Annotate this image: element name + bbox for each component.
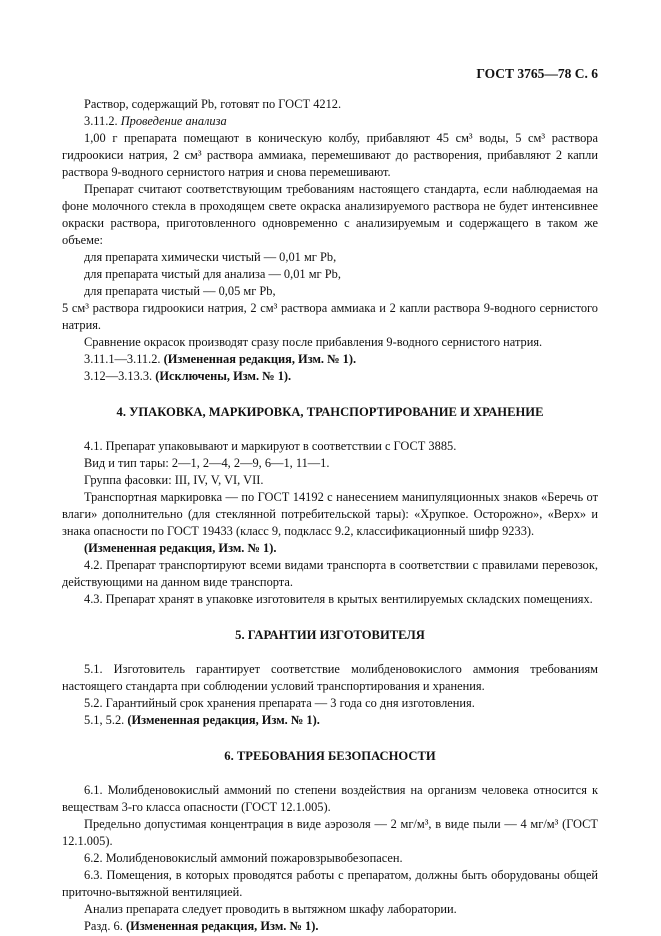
paragraph: 6.3. Помещения, в которых проводятся работы с препаратом, должны быть оборудованы общей приточно-вытяжной вентиляцией. — [62, 868, 598, 899]
paragraph: 6.2. Молибденовокислый аммоний пожаровзрывобезопасен. — [84, 851, 403, 865]
paragraph: 5.2. Гарантийный срок хранения препарата — 3 года со дня изготовления. — [84, 696, 475, 710]
amendment-note: (Измененная редакция, Изм. № 1). — [127, 713, 320, 727]
paragraph: для препарата химически чистый — 0,01 мг Pb, — [84, 250, 337, 264]
clause-number: 3.12—3.13.3. — [84, 369, 156, 383]
amendment-note: (Исключены, Изм. № 1). — [155, 369, 292, 383]
paragraph: 4.3. Препарат хранят в упаковке изготовителя в крытых вентилируемых складских помещениях. — [84, 592, 593, 606]
clause-number: 3.11.2. — [84, 114, 121, 128]
paragraph — [62, 113, 598, 130]
paragraph: 4.2. Препарат транспортируют всеми видами транспорта в соответствии с правилами перевозок, действующими на данном виде транспорта. — [62, 558, 598, 589]
paragraph — [62, 351, 598, 368]
paragraph: Вид и тип тары: 2—1, 2—4, 2—9, 6—1, 11—1. — [84, 456, 330, 470]
paragraph: 5 см³ раствора гидроокиси натрия, 2 см³ раствора аммиака и 2 капли раствора 9-водного сернистого натрия. — [62, 301, 598, 332]
document-body — [62, 96, 598, 935]
paragraph: Анализ препарата следует проводить в вытяжном шкафу лаборатории. — [84, 902, 457, 916]
paragraph — [62, 918, 598, 935]
paragraph: для препарата чистый для анализа — 0,01 мг Pb, — [84, 267, 341, 281]
paragraph: 4.1. Препарат упаковывают и маркируют в соответствии с ГОСТ 3885. — [84, 439, 457, 453]
paragraph: Раствор, содержащий Pb, готовят по ГОСТ 4212. — [84, 97, 342, 111]
clause-number: 5.1, 5.2. — [84, 713, 128, 727]
clause-title: Проведение анализа — [120, 114, 227, 128]
paragraph: Сравнение окрасок производят сразу после прибавления 9-водного сернистого натрия. — [84, 335, 543, 349]
paragraph: 6.1. Молибденовокислый аммоний по степени воздействия на организм человека относится к веществам 3-го класса опасности (ГОСТ 12.1.005). — [62, 783, 598, 814]
clause-number: Разд. 6. — [84, 919, 126, 933]
clause-number: 3.11.1—3.11.2. — [84, 352, 164, 366]
paragraph: для препарата чистый — 0,05 мг Pb, — [84, 284, 276, 298]
amendment-note: (Измененная редакция, Изм. № 1). — [163, 352, 357, 366]
paragraph: Транспортная маркировка — по ГОСТ 14192 с нанесением манипуляционных знаков «Беречь от влаги» дополнительно (для стеклянной потребительской тары): «Хрупкое. Осторожно», «Верх» и знака опасности по ГОСТ 19433 (класс 9, подкласс 9.2, классификационный шифр 9233). — [62, 490, 598, 538]
paragraph: 5.1. Изготовитель гарантирует соответствие молибденовокислого аммония требованиям настоящего стандарта при соблюдении условий транспортирования и хранения. — [62, 662, 598, 693]
amendment-note: (Измененная редакция, Изм. № 1). — [125, 919, 319, 933]
paragraph — [62, 712, 598, 729]
paragraph: Предельно допустимая концентрация в виде аэрозоля — 2 мг/м³, в виде пыли — 4 мг/м³ (ГОСТ 12.1.005). — [62, 817, 598, 848]
section-heading: 6. ТРЕБОВАНИЯ БЕЗОПАСНОСТИ — [224, 749, 436, 763]
paragraph: 1,00 г препарата помещают в коническую колбу, прибавляют 45 см³ воды, 5 см³ раствора гидроокиси натрия, 2 см³ раствора аммиака, перемешивают до растворения, прибавляют 2 капли раствора 9-водного сернистого натрия и снова перемешивают. — [62, 131, 598, 179]
section-heading: 4. УПАКОВКА, МАРКИРОВКА, ТРАНСПОРТИРОВАНИЕ И ХРАНЕНИЕ — [116, 405, 544, 419]
page-header: ГОСТ 3765—78 С. 6 — [476, 66, 598, 81]
paragraph: Препарат считают соответствующим требованиям настоящего стандарта, если наблюдаемая на фоне молочного стекла в проходящем свете окраска анализируемого раствора не будет интенсивнее окраски раствора, приготовленного одновременно с анализируемым и содержащего в таком же объеме: — [62, 182, 598, 247]
section-heading: 5. ГАРАНТИИ ИЗГОТОВИТЕЛЯ — [235, 628, 425, 642]
paragraph: Группа фасовки: III, IV, V, VI, VII. — [84, 473, 264, 487]
paragraph — [62, 368, 598, 385]
amendment-note: (Измененная редакция, Изм. № 1). — [84, 541, 277, 555]
